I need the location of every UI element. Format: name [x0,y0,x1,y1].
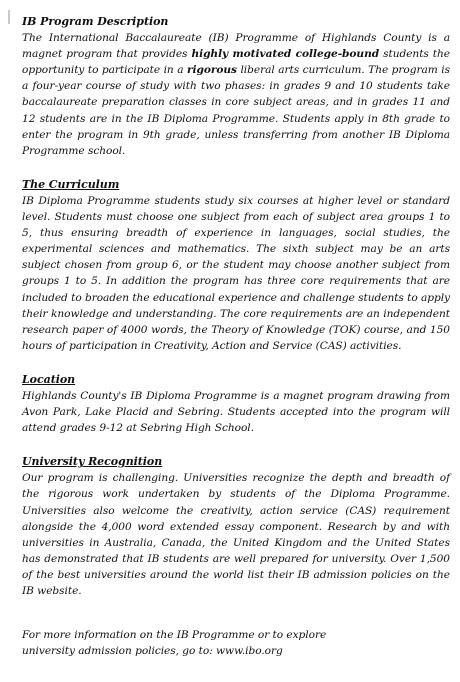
description-text-2: students the opportunity to participate in a [22,48,450,77]
curriculum-paragraph: IB Diploma Programme students study six courses at higher level or standard level. Students must choose one subject from each of subject area groups 1 to 5, thus ensuring breadth of experience in languages, social studies, the experimental sciences and mathematics. The sixth subject may be an arts subject chosen from group 6, or the student may choose another subject from groups 1 to 5. In addition the program has three core requirements that are included to broaden the educational experience and challenge students to apply their knowledge and understanding. The core requirements are an independent research paper of 4000 words, the Theory of Knowledge (TOK) course, and 150 hours of participation in Creativity, Action and Service (CAS) activities. [22,194,450,352]
description-text-3: liberal arts curriculum. The program is a four-year course of study with two phases: in grades 9 and 10 students take baccalaureate preparation classes in core subject areas, and in grades 11 and 12 students are in the IB Diploma Programme. Students apply in 8th grade to enter the program in 9th grade, unless transferring from another IB Diploma Programme school. [22,64,450,157]
description-bold-1: highly motivated college-bound [191,48,380,61]
section-heading-description: IB Program Description [22,15,169,28]
location-paragraph: Highlands County's IB Diploma Programme is a magnet program drawing from Avon Park, Lake Placid and Sebring. Students accepted into the program will attend grades 9-12 at Sebring High School. [22,389,450,435]
description-text-1: The International Baccalaureate (IB) Programme of Highlands County is a magnet program that provides [22,32,450,61]
footer-info [22,627,450,659]
section-university-recognition [22,454,450,599]
description-paragraph [22,30,450,159]
section-location [22,372,450,436]
section-heading-recognition: University Recognition [22,455,163,469]
section-heading-curriculum: The Curriculum [22,177,120,191]
section-curriculum [22,177,450,354]
recognition-paragraph: Our program is challenging. Universities recognize the depth and breadth of the rigorous work undertaken by students of the Diploma Programme. Universities also welcome the creativity, action service (CAS) requirement alongside the 4,000 word extended essay component. Research by and with universities in Australia, Canada, the United Kingdom and the United States has demonstrated that IB students are well prepared for university. Over 1,500 of the best universities around the world list their IB admission policies on the IB website. [22,472,450,597]
footer-paragraph: For more information on the IB Programme or to explore university admission policies, go to: www.ibo.org [22,629,327,658]
description-bold-2: rigorous [186,64,237,77]
scan-edge-mark [8,10,10,24]
section-ib-program-description [22,14,450,159]
section-heading-location: Location [22,372,76,386]
